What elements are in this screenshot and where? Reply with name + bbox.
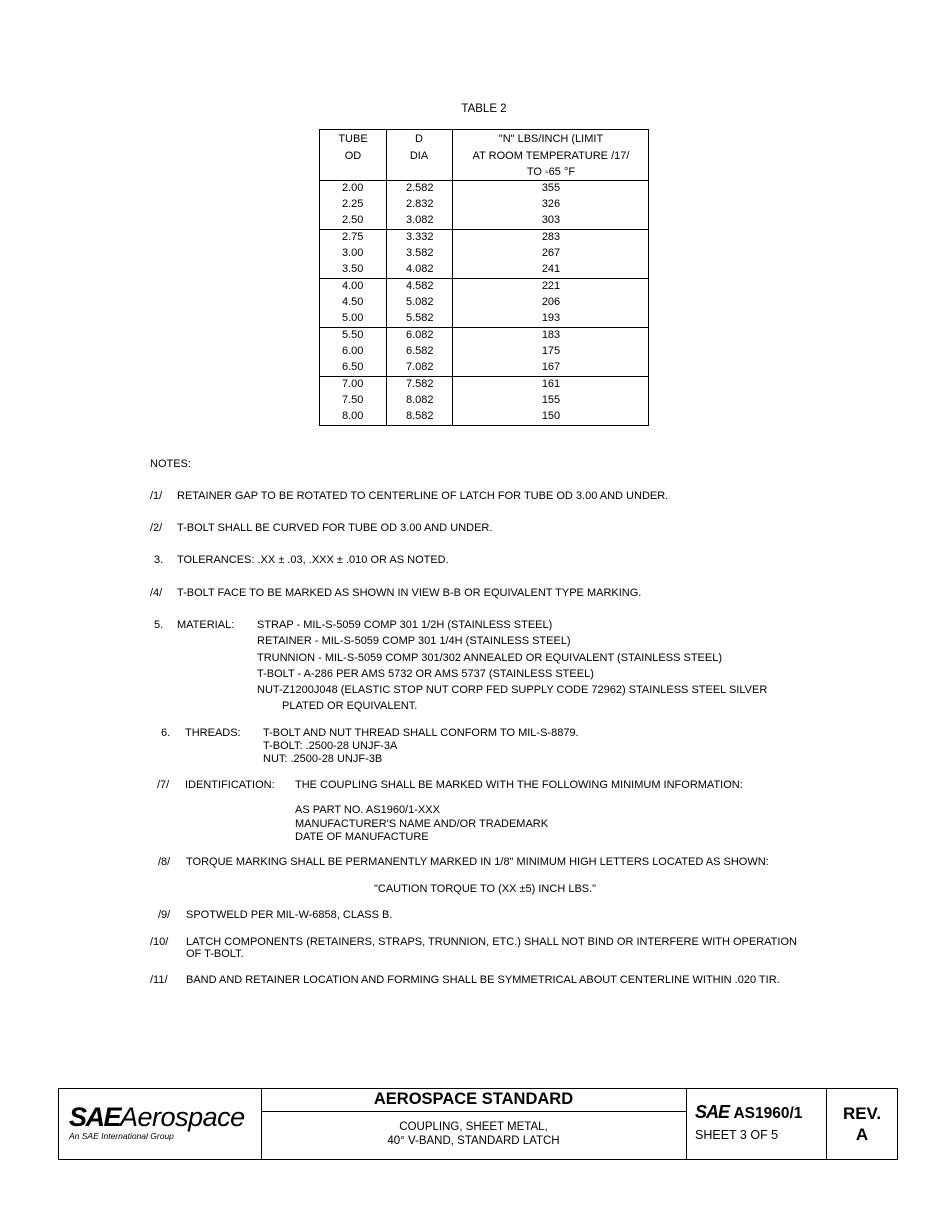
logo-tagline: An SAE International Group xyxy=(69,1131,174,1141)
table-cell: 3.00 xyxy=(342,247,364,259)
rev-value: A xyxy=(855,1125,869,1144)
table-cell: 8.082 xyxy=(406,394,434,406)
table-cell: 161 xyxy=(541,378,561,390)
note-label: THREADS: xyxy=(185,727,241,739)
table-cell: 8.00 xyxy=(342,410,364,422)
note-line: PLATED OR EQUIVALENT. xyxy=(282,700,418,712)
note-text: THE COUPLING SHALL BE MARKED WITH THE FOLLOWING MINIMUM INFORMATION: xyxy=(295,779,743,791)
data-table xyxy=(319,129,649,426)
header-line: TO -65 °F xyxy=(526,166,576,178)
caution-text: "CAUTION TORQUE TO (XX ±5) INCH LBS." xyxy=(374,883,597,895)
table-cell: 5.582 xyxy=(406,312,434,324)
title-block xyxy=(58,1088,898,1160)
table-header-tube-od xyxy=(320,131,386,164)
note-line: NUT: .2500-28 UNJF-3B xyxy=(263,753,383,765)
description-line: COUPLING, SHEET METAL, xyxy=(399,1121,548,1133)
note-line: RETAINER - MIL-S-5059 COMP 301 1/4H (STAINLESS STEEL) xyxy=(257,635,571,647)
table-cell: 3.082 xyxy=(406,214,434,226)
table-cell: 4.00 xyxy=(342,280,364,292)
note-text: TOLERANCES: .XX ± .03, .XXX ± .010 OR AS NOTED. xyxy=(177,554,449,566)
note-text: RETAINER GAP TO BE ROTATED TO CENTERLINE OF LATCH FOR TUBE OD 3.00 AND UNDER. xyxy=(177,490,669,502)
table-cell: 5.00 xyxy=(342,312,364,324)
note-number: 3. xyxy=(154,554,164,566)
note-line: AS PART NO. AS1960/1-XXX xyxy=(295,804,440,816)
note-text: SPOTWELD PER MIL-W-6858, CLASS B. xyxy=(186,909,393,921)
table-cell: 167 xyxy=(541,361,561,373)
header-line: D xyxy=(415,133,423,145)
table-cell: 4.50 xyxy=(342,296,364,308)
table-cell: 3.332 xyxy=(406,231,434,243)
note-text: TORQUE MARKING SHALL BE PERMANENTLY MARKED IN 1/8" MINIMUM HIGH LETTERS LOCATED AS SHOWN: xyxy=(186,856,769,868)
table-cell: 5.082 xyxy=(406,296,434,308)
table-cell: 6.50 xyxy=(342,361,364,373)
table-cell: 7.082 xyxy=(406,361,434,373)
table-cell: 267 xyxy=(541,247,561,259)
note-line: T-BOLT AND NUT THREAD SHALL CONFORM TO MIL-S-8879. xyxy=(263,727,579,739)
table-cell: 221 xyxy=(541,280,561,292)
note-line: DATE OF MANUFACTURE xyxy=(295,831,429,843)
table-cell: 2.75 xyxy=(342,231,364,243)
table-cell: 3.582 xyxy=(406,247,434,259)
header-line: OD xyxy=(344,149,362,162)
table-cell: 4.082 xyxy=(406,263,434,275)
note-number: /1/ xyxy=(150,490,163,502)
note-number: /2/ xyxy=(150,522,163,534)
description-line: 40° V-BAND, STANDARD LATCH xyxy=(387,1135,560,1147)
header-line: DIA xyxy=(409,149,429,162)
note-number: /11/ xyxy=(150,974,168,986)
header-line: AT ROOM TEMPERATURE /17/ xyxy=(472,149,630,162)
table-cell: 6.582 xyxy=(406,345,434,357)
note-text: T-BOLT SHALL BE CURVED FOR TUBE OD 3.00 AND UNDER. xyxy=(177,522,493,534)
table-cell: 155 xyxy=(541,394,561,406)
table-cell: 2.582 xyxy=(406,182,434,194)
note-label: IDENTIFICATION: xyxy=(185,779,275,791)
table-cell: 326 xyxy=(541,198,561,210)
notes-heading: NOTES: xyxy=(150,458,191,470)
rev-label: REV. xyxy=(842,1104,882,1123)
note-line: TRUNNION - MIL-S-5059 COMP 301/302 ANNEALED OR EQUIVALENT (STAINLESS STEEL) xyxy=(257,652,722,664)
table-cell: 2.50 xyxy=(342,214,364,226)
note-line: NUT-Z1200J048 (ELASTIC STOP NUT CORP FED SUPPLY CODE 72962) STAINLESS STEEL SILVER xyxy=(257,684,768,696)
note-line: OF T-BOLT. xyxy=(186,948,244,960)
table-cell: 3.50 xyxy=(342,263,364,275)
note-line: LATCH COMPONENTS (RETAINERS, STRAPS, TRUNNION, ETC.) SHALL NOT BIND OR INTERFERE WITH OPERATION xyxy=(186,936,797,948)
note-label: MATERIAL: xyxy=(177,619,235,631)
table-cell: 6.082 xyxy=(406,329,434,341)
table-cell: 206 xyxy=(541,296,561,308)
header-line: TUBE xyxy=(338,133,368,145)
note-line: STRAP - MIL-S-5059 COMP 301 1/2H (STAINLESS STEEL) xyxy=(257,619,553,631)
table-header-d-dia xyxy=(386,131,452,164)
table-cell: 303 xyxy=(541,214,561,226)
note-number: /8/ xyxy=(158,856,171,868)
table-cell: 2.832 xyxy=(406,198,434,210)
title-block-divider xyxy=(686,1089,687,1159)
sae-aerospace-logo xyxy=(69,1102,245,1133)
note-number: /7/ xyxy=(157,779,170,791)
note-line: T-BOLT: .2500-28 UNJF-3A xyxy=(263,740,398,752)
sheet-number: SHEET 3 OF 5 xyxy=(695,1128,779,1142)
table-cell: 7.582 xyxy=(406,378,434,390)
table-cell: 4.582 xyxy=(406,280,434,292)
table-cell: 2.25 xyxy=(342,198,364,210)
doc-brand: SAE xyxy=(695,1102,730,1122)
note-line: MANUFACTURER'S NAME AND/OR TRADEMARK xyxy=(295,818,549,830)
note-number: 6. xyxy=(161,727,171,739)
table-cell: 355 xyxy=(541,182,561,194)
table-cell: 283 xyxy=(541,231,561,243)
note-number: /9/ xyxy=(158,909,171,921)
title-block-divider xyxy=(261,1111,686,1112)
table-cell: 7.50 xyxy=(342,394,364,406)
table-header-n-lbs xyxy=(453,131,649,181)
logo-word: Aerospace xyxy=(120,1102,245,1132)
table-cell: 8.582 xyxy=(406,410,434,422)
table-cell: 2.00 xyxy=(342,182,364,194)
table-cell: 150 xyxy=(541,410,561,422)
table-cell: 175 xyxy=(541,345,561,357)
note-number: 5. xyxy=(154,619,164,631)
note-line: T-BOLT - A-286 PER AMS 5732 OR AMS 5737 (STAINLESS STEEL) xyxy=(257,668,594,680)
table-cell: 241 xyxy=(541,263,561,275)
note-text: BAND AND RETAINER LOCATION AND FORMING SHALL BE SYMMETRICAL ABOUT CENTERLINE WITHIN .020 TIR. xyxy=(186,974,780,986)
note-text: T-BOLT FACE TO BE MARKED AS SHOWN IN VIEW B-B OR EQUIVALENT TYPE MARKING. xyxy=(177,587,642,599)
logo-brand: SAE xyxy=(69,1102,121,1132)
table-cell: 193 xyxy=(541,312,561,324)
document-description xyxy=(261,1120,686,1148)
standard-title: AEROSPACE STANDARD xyxy=(373,1090,574,1108)
table-cell: 183 xyxy=(541,329,561,341)
doc-number: AS1960/1 xyxy=(733,1105,803,1122)
note-number: /10/ xyxy=(150,936,169,948)
table-title: TABLE 2 xyxy=(461,103,507,115)
table-cell: 7.00 xyxy=(342,378,364,390)
table-cell: 6.00 xyxy=(342,345,364,357)
revision xyxy=(826,1103,898,1145)
document-number xyxy=(695,1102,802,1123)
note-number: /4/ xyxy=(150,587,163,599)
table-cell: 5.50 xyxy=(342,329,364,341)
header-line: "N" LBS/INCH (LIMIT xyxy=(498,133,604,145)
